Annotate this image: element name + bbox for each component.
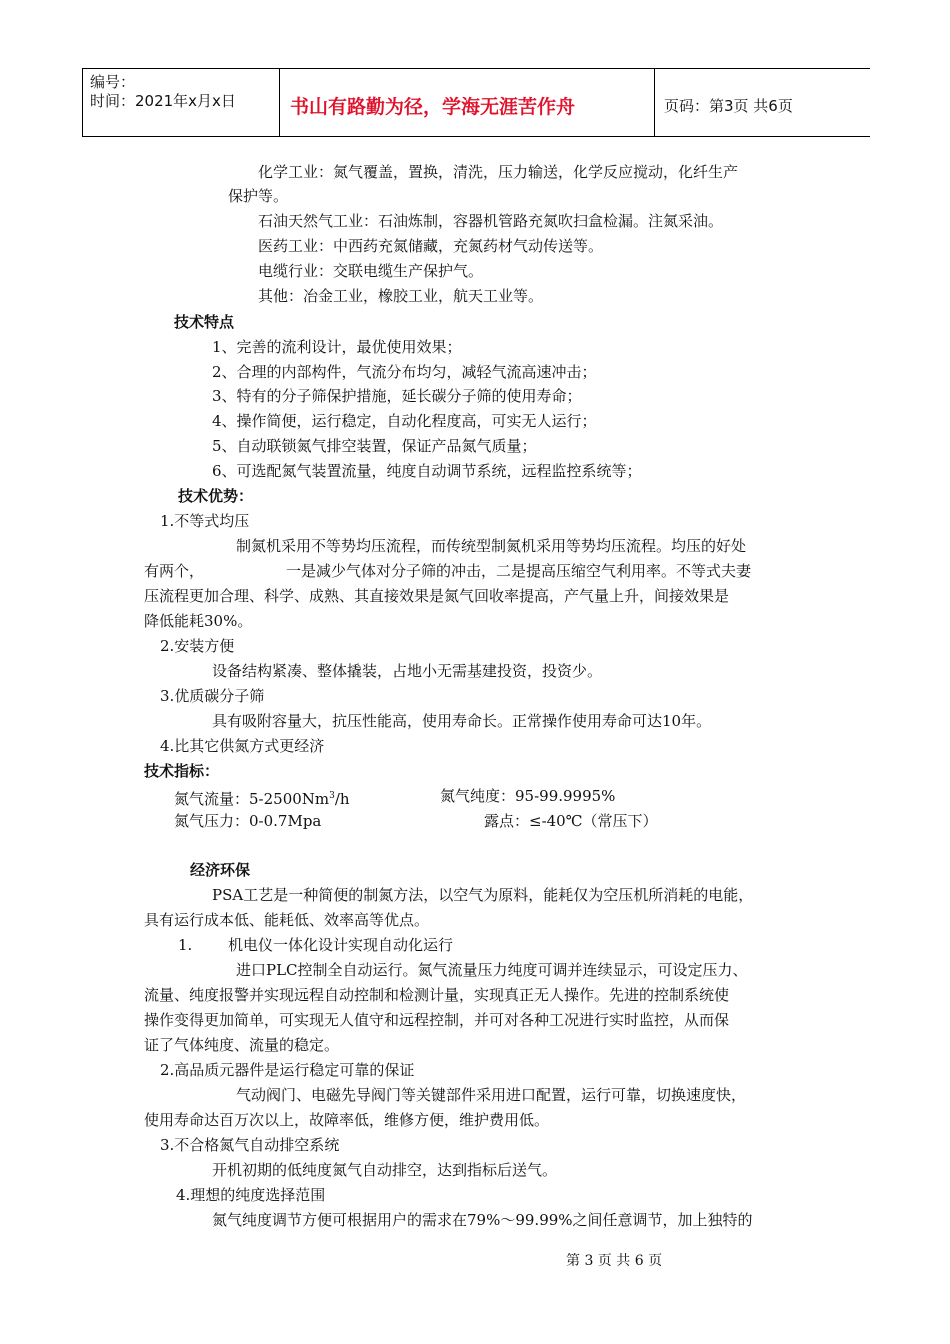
tech-advantages-heading: 技术优势： [178, 487, 254, 505]
application-other: 其他：冶金工业，橡胶工业，航天工业等。 [258, 287, 544, 305]
advantage-1-title: 1.不等式均压 [160, 512, 250, 530]
eco-item-1-text: 证了气体纯度、流量的稳定。 [144, 1036, 340, 1054]
tech-specs-heading: 技术指标： [144, 762, 220, 780]
eco-heading: 经济环保 [190, 861, 251, 879]
eco-item-3-text: 开机初期的低纯度氮气自动排空，达到指标后送气。 [212, 1161, 558, 1179]
eco-item-1-title: 机电仪一体化设计实现自动化运行 [228, 936, 454, 954]
page-footer: 第 3 页 共 6 页 [566, 1253, 663, 1269]
document-number-label: 编号： [90, 73, 136, 91]
eco-item-4-title: 4.理想的纯度选择范围 [176, 1186, 326, 1204]
spec-flow-label: 氮气流量：5-2500Nm [174, 790, 330, 808]
header-left-border [82, 68, 83, 137]
application-chemical-cont: 保护等。 [228, 187, 289, 205]
advantage-3-title: 3.优质碳分子筛 [160, 687, 265, 705]
header-top-rule [82, 68, 870, 69]
advantage-1-text: 制氮机采用不等势均压流程，而传统型制氮机采用等势均压流程。均压的好处 [236, 537, 747, 555]
header-motto: 书山有路勤为径，学海无涯苦作舟 [290, 96, 576, 118]
spec-flow [174, 786, 350, 809]
eco-item-3-title: 3.不合格氮气自动排空系统 [160, 1136, 340, 1154]
eco-item-1-text: 操作变得更加简单，可实现无人值守和远程控制，并可对各种工况进行实时监控，从而保 [144, 1011, 730, 1029]
tech-feature-item: 5、自动联锁氮气排空装置，保证产品氮气质量； [212, 437, 537, 455]
application-chemical: 化学工业：氮气覆盖，置换，清洗，压力输送，化学反应搅动，化纤生产 [258, 163, 739, 181]
tech-feature-item: 4、操作简便，运行稳定，自动化程度高，可实无人运行； [212, 412, 597, 430]
eco-intro: PSA工艺是一种简便的制氮方法，以空气为原料，能耗仅为空压机所消耗的电能， [212, 886, 754, 904]
eco-item-2-text: 使用寿命达百万次以上，故障率低，维修方便，维护费用低。 [144, 1111, 550, 1129]
header-bottom-rule [82, 136, 870, 137]
advantage-1-text: 有两个， [144, 562, 205, 580]
eco-item-1-text: 流量、纯度报警并实现远程自动控制和检测计量，实现真正无人操作。先进的控制系统使 [144, 986, 730, 1004]
tech-feature-item: 6、可选配氮气装置流量，纯度自动调节系统，远程监控系统等； [212, 462, 642, 480]
tech-features-heading: 技术特点 [174, 313, 235, 331]
header-divider-2 [654, 68, 655, 137]
eco-intro: 具有运行成本低、能耗低、效率高等优点。 [144, 911, 430, 929]
eco-item-1-number: 1. [178, 936, 193, 954]
advantage-4-title: 4.比其它供氮方式更经济 [160, 737, 325, 755]
advantage-1-text: 压流程更加合理、科学、成熟、其直接效果是氮气回收率提高，产气量上升，间接效果是 [144, 587, 730, 605]
eco-item-2-title: 2.高品质元器件是运行稳定可靠的保证 [160, 1061, 415, 1079]
advantage-2-text: 设备结构紧凑、整体撬装，占地小无需基建投资，投资少。 [212, 662, 603, 680]
spec-flow-sup: 3 [329, 791, 335, 801]
tech-feature-item: 3、特有的分子筛保护措施，延长碳分子筛的使用寿命； [212, 387, 582, 405]
advantage-2-title: 2.安装方便 [160, 637, 235, 655]
header-page-info: 页码：第3页 共6页 [664, 97, 793, 115]
spec-flow-unit: /h [334, 790, 350, 808]
tech-feature-item: 1、完善的流利设计，最优使用效果； [212, 338, 462, 356]
application-petroleum: 石油天然气工业：石油炼制，容器机管路充氮吹扫盒检漏。注氮采油。 [258, 212, 724, 230]
spec-purity: 氮气纯度：95-99.9995% [440, 787, 616, 805]
eco-item-1-text: 进口PLC控制全自动运行。氮气流量压力纯度可调并连续显示，可设定压力、 [236, 961, 748, 979]
advantage-1-text: 降低能耗30%。 [144, 612, 253, 630]
spec-dew-point: 露点：≤-40℃（常压下） [484, 812, 658, 830]
document-date-label: 时间：2021年x月x日 [90, 92, 236, 110]
application-medical: 医药工业：中西药充氮储藏，充氮药材气动传送等。 [258, 237, 604, 255]
header-divider-1 [279, 68, 280, 137]
advantage-1-text: 一是减少气体对分子筛的冲击，二是提高压缩空气利用率。不等式夫妻 [286, 562, 752, 580]
eco-item-4-text: 氮气纯度调节方便可根据用户的需求在79%～99.99%之间任意调节，加上独特的 [212, 1211, 753, 1229]
tech-feature-item: 2、合理的内部构件，气流分布均匀，减轻气流高速冲击； [212, 363, 597, 381]
application-cable: 电缆行业：交联电缆生产保护气。 [258, 262, 484, 280]
eco-item-2-text: 气动阀门、电磁先导阀门等关键部件采用进口配置，运行可靠，切换速度快， [236, 1086, 747, 1104]
spec-pressure: 氮气压力：0-0.7Mpa [174, 812, 322, 830]
advantage-3-text: 具有吸附容量大，抗压性能高，使用寿命长。正常操作使用寿命可达10年。 [212, 712, 712, 730]
